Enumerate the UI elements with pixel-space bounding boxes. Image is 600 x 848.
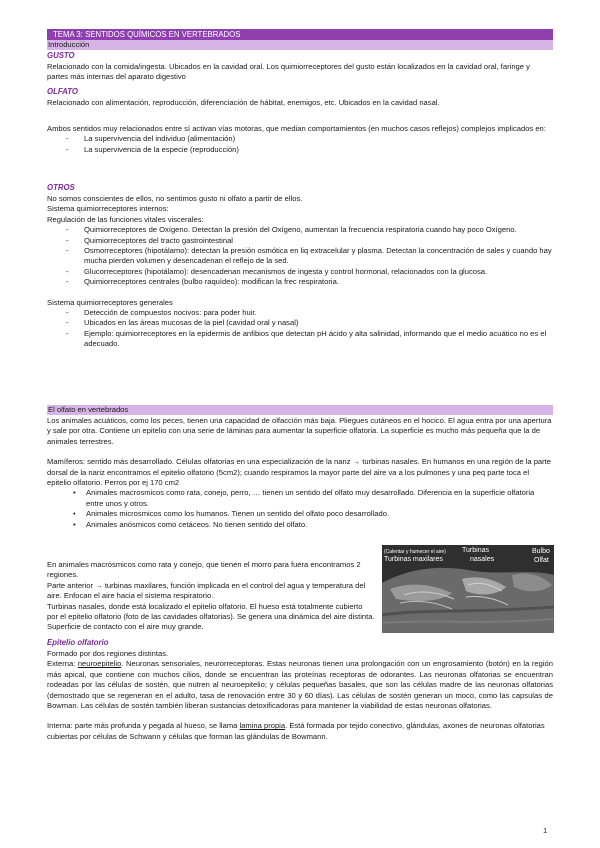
vertebrados-p4: Parte anterior → turbinas maxilares, función implicada en el control del agua y temperatura del aire. Enfocan el aire hacia el sistema respiratorio. <box>47 580 366 601</box>
gusto-text: Relacionado con la comida/ingesta. Ubicados en la cavidad oral. Los quimiorreceptores del gusto están localizados en la cavidad oral, faringe y partes más internas del aparato digestivo <box>47 62 530 82</box>
olfato-paragraph <box>47 98 553 108</box>
list-item: - Detección de compuestos nocivos: para poder huir. <box>47 308 553 318</box>
section-bar-introduccion: Introducción <box>47 40 553 50</box>
photo-label-nasales: nasales <box>470 556 495 563</box>
list-item: - Quimiorreceptores del tracto gastrointestinal <box>47 236 553 246</box>
ambos-text: Ambos sentidos muy relacionados entre sí activan vías motoras, que median comportamientos (en muchos casos reflejos) complejos implicados en: <box>47 124 546 133</box>
heading-epitelio: Epitelio olfatorio <box>47 638 109 647</box>
list-item: • Animales anósmicos como cetáceos. No tienen sentido del olfato. <box>47 520 553 530</box>
list-item: • Animales macrosmicos como rata, conejo, perro, … tienen un sentido del olfato muy desarrollado. Diferencia en la superficie olfatoria entre unos y otros. <box>47 488 553 509</box>
vertebrados-list <box>47 488 553 530</box>
page-title: TEMA 3: SENTIDOS QUÍMICOS EN VERTEBRADOS <box>47 29 553 40</box>
heading-gusto: GUSTO <box>47 51 75 60</box>
vertebrados-p5: Turbinas nasales, donde está localizado el epitelio olfatorio. El hueso está totalmente cubierto por el epitelio olfatorio (foto de las cavidades olfatorias). Se genera una dinámica del aire distinta. Superficie de contacto con el aire muy grande. <box>47 601 375 632</box>
list-item: - Quimiorreceptores de Oxígeno. Detectan la presión del Oxígeno, aumentan la frecuencia respiratoria cuando hay poco Oxígeno. <box>47 225 553 235</box>
gusto-paragraph <box>47 62 553 83</box>
interna-label: Interna: parte más profunda y pegada al hueso, se llama <box>47 721 240 731</box>
list-item: - Osmorreceptores (hipotálamo): detectan la presión osmótica en liq extracelular y plasma. Detectan la concentración de sales y cuando hay mucha pierden volumen y desencadenan el reflejo de la sed. <box>47 246 553 267</box>
list-item: • Animales microsmicos como los humanos. Tienen un sentido del olfato poco desarrollado. <box>47 509 553 519</box>
list-item: - Glucorreceptores (hipotálamo): desencadenan mecanismos de ingesta y control hormonal, relacionados con la glucosa. <box>47 267 553 277</box>
list-item: - Quimiorreceptores centrales (bulbo raquídeo): modifican la frec respiratoria. <box>47 277 553 287</box>
list-item: - Ubicados en las áreas mucosas de la piel (cavidad oral y nasal) <box>47 318 553 328</box>
otros-block <box>47 194 553 350</box>
externa-label: Externa: <box>47 659 78 669</box>
photo-label-olfat: Olfat <box>534 557 549 564</box>
photo-label-turbinas: Turbinas <box>462 547 489 554</box>
vertebrados-p3: En animales macrósmicos como rata y conejo, que tienen el morro para fuera encontramos 2 regiones. <box>47 560 361 580</box>
otros-line-1: No somos conscientes de ellos, no sentimos gusto ni olfato a partir de ellos. <box>47 194 303 203</box>
ambos-list <box>47 134 553 155</box>
photo-label-bulbo: Bulbo <box>532 548 550 555</box>
epitelio-interna <box>47 721 553 742</box>
heading-otros: OTROS <box>47 183 75 192</box>
photo-caption-calentar: (Calentar y humecer el aire) <box>384 549 446 555</box>
otros-line-2: Sistema quimiorreceptores internos: <box>47 204 169 214</box>
epitelio-line-1: Formado por dos regiones distintas. <box>47 649 169 658</box>
ambos-block <box>47 124 553 155</box>
vertebrados-block <box>47 416 553 530</box>
list-item: - La supervivencia de la especie (reproducción) <box>47 145 553 155</box>
photo-label-maxilares: Turbinas maxilares <box>384 556 443 563</box>
list-item: - Ejemplo: quimiorreceptores en la epidermis de anfibios que detectan pH ácido y alta salinidad, informando que el medio acuático no es el adecuado. <box>47 329 553 350</box>
epitelio-externa <box>47 659 553 711</box>
otros-general-title: Sistema quimiorreceptores generales <box>47 297 173 307</box>
externa-text: . Neuronas sensoriales, neurorreceptoras. Estas neuronas tienen una prolongación con un engrosamiento (botón) en la región más apical, que contiene con muchos cilios, donde se encuentran las proteínas receptoras de odorantes. Las neuronas olfatorias se encuentran rodeadas por las células de sostén, que nutren al neuroepitelio; y células pequeñas basales, que son las células madre de las neuronas olfatorias (demostrado que se regeneran en el adulto, tasa de renovación entre 30 y 60 días). Las células de sostén generan un moco, como las capsulas de Bowman. Las células de sostén también liberan sustancias detoxificadoras para mantener la viabilidad de estas neuronas olfatorias. <box>47 659 553 711</box>
epitelio-block <box>47 649 553 742</box>
otros-general-list <box>47 308 553 350</box>
nasal-cavity-photo <box>382 545 554 633</box>
term-lamina-propia: lamina propia <box>239 721 286 731</box>
vertebrados-p2: Mamíferos: sentido más desarrollado. Células olfatorias en una especialización de la nariz → turbinas nasales. En humanos en una región de la parte dorsal de la nariz encontramos el epitelio olfatorio (5cm2); cuando respiramos la mayor parte del aire va a los pulmones y una peq parte toca el epitelio olfatorio. Perros por ej 170 cm2 <box>47 457 552 488</box>
interna-text: . Está formada por tejido conectivo, glándulas, axones de neuronas olfatorias cubiertas por células de Schwann y células que forman las glándulas de Bowmann. <box>47 721 545 741</box>
page-number: 1 <box>543 826 548 835</box>
macrosmicos-block <box>47 560 375 633</box>
otros-list <box>47 225 553 287</box>
term-neuroepitelio: neuroepitelio <box>77 659 122 669</box>
vertebrados-p1: Los animales acuáticos, como los peces, tienen una capacidad de olfacción más baja. Pliegues cutáneos en el hocico. El agua entra por una apertura y sale por otra. Contiene un epitelio con una serie de láminas para aumentar la superficie olfatoria. La superficie es mucho más pequeña que la de animales terrestres. <box>47 416 552 446</box>
heading-olfato: OLFATO <box>47 87 78 96</box>
list-item: - La supervivencia del individuo (alimentación) <box>47 134 553 144</box>
olfato-text: Relacionado con alimentación, reproducción, diferenciación de hábitat, enemigos, etc. Ubicados en la cavidad nasal. <box>47 98 440 107</box>
otros-line-3: Regulación de las funciones vitales viscerales: <box>47 214 204 224</box>
section-bar-vertebrados: El olfato en vertebrados <box>47 405 553 415</box>
